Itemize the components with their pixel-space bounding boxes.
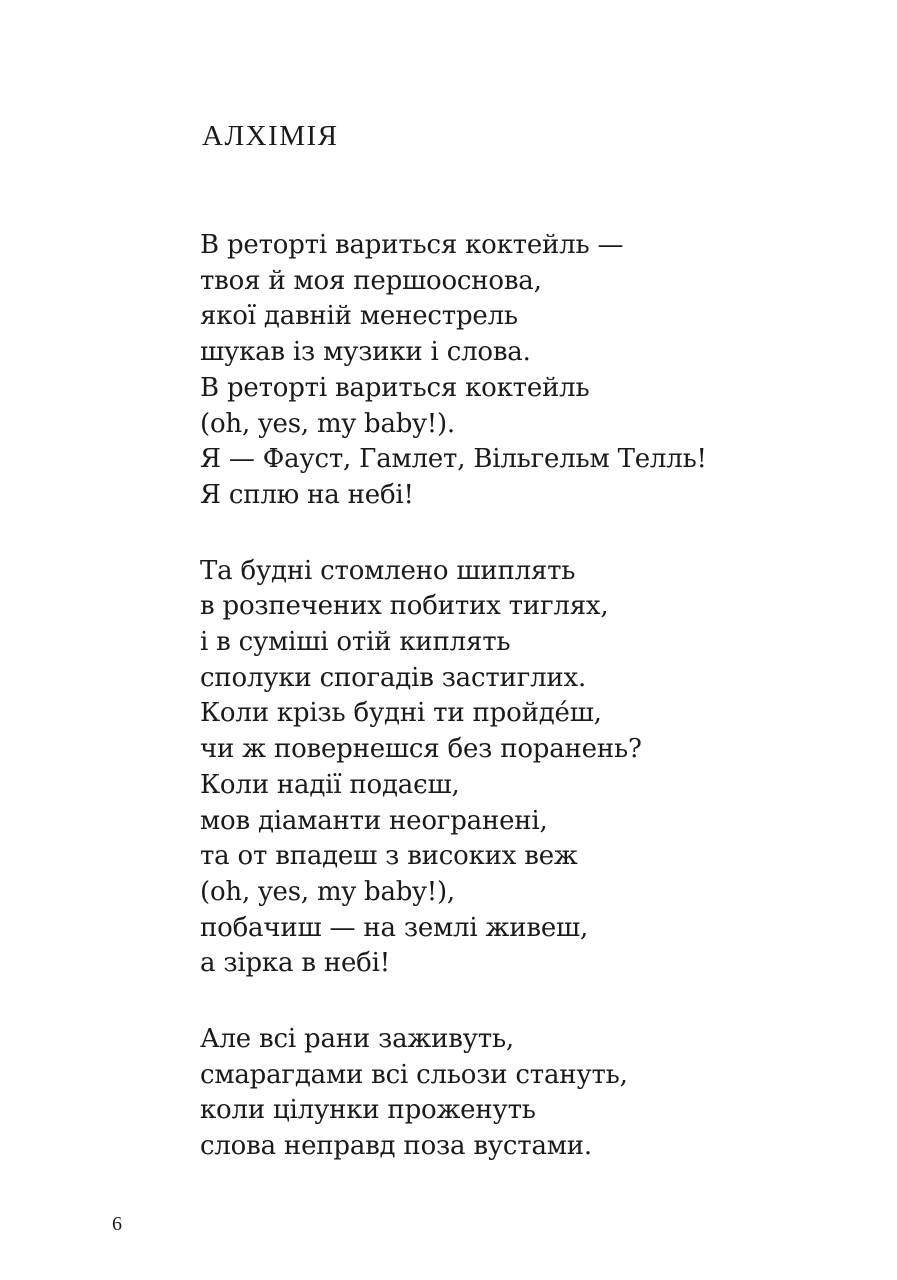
poem-line: Та будні стомлено шиплять — [200, 555, 576, 586]
poem-line: коли цілунки проженуть — [200, 1095, 536, 1126]
poem-line: Коли надії подаєш, — [200, 769, 460, 800]
poem-line: В реторті вариться коктейль — [200, 372, 590, 403]
poem-line: (oh, yes, my baby!), — [200, 876, 455, 907]
poem-line: смарагдами всі сльози стануть, — [200, 1059, 628, 1090]
poem-line: і в суміші отій киплять — [200, 627, 511, 658]
poem-line: якої давній менестрель — [200, 301, 518, 332]
poem-title: АЛХІМІЯ — [202, 120, 339, 152]
stanza-2 — [200, 554, 860, 982]
poem-line: чи ж повернешся без поранень? — [200, 734, 642, 765]
stanza-1 — [200, 228, 860, 514]
poem-line: Я сплю на небі! — [200, 479, 414, 510]
poem-line: В реторті вариться коктейль — — [200, 230, 624, 260]
poem-line: мов діаманти неогранені, — [200, 805, 548, 836]
poem-body — [200, 228, 860, 1205]
poem-line: та от впадеш з високих веж — [200, 841, 578, 872]
poem-line: твоя й моя першооснова, — [200, 265, 542, 296]
page-number: 6 — [112, 1213, 122, 1235]
poem-line: а зірка в небі! — [200, 948, 390, 979]
poem-line: Але всі рани заживуть, — [200, 1024, 514, 1055]
stanza-3 — [200, 1022, 860, 1165]
poem-line: Коли крізь будні ти пройде́ш, — [200, 698, 602, 729]
poem-line: слова неправд поза вустами. — [200, 1131, 592, 1162]
poem-line: шукав із музики і слова. — [200, 337, 531, 368]
poem-line: в розпечених побитих тиглях, — [200, 591, 609, 622]
poem-line: Я — Фауст, Гамлет, Вільгельм Телль! — [200, 444, 707, 475]
poem-line: побачиш — на землі живеш, — [200, 912, 589, 943]
poem-line: сполуки спогадів застиглих. — [200, 662, 587, 693]
poem-line: (oh, yes, my baby!). — [200, 408, 455, 439]
